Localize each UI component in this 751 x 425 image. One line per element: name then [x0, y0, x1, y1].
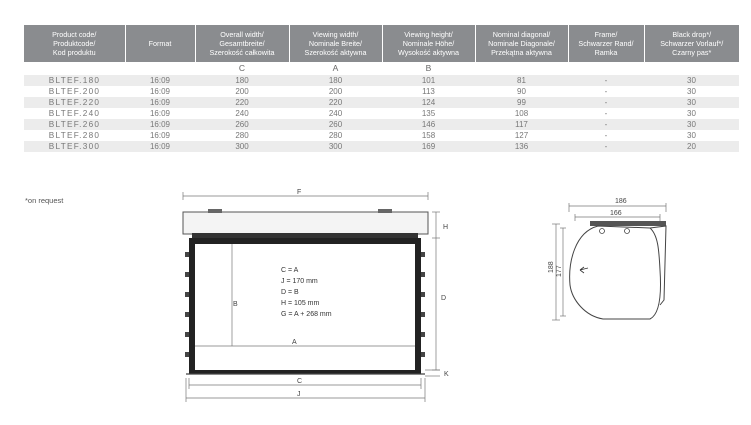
cell: 135 [382, 108, 475, 119]
formula-j: J = 170 mm [281, 278, 318, 285]
dim-label-j: J [297, 391, 301, 398]
cell: 101 [382, 75, 475, 86]
cell: BLTEF.180 [24, 75, 125, 86]
formula-d: D = B [281, 289, 299, 296]
cell: 220 [195, 97, 289, 108]
cell: 117 [475, 119, 568, 130]
cell: - [568, 119, 644, 130]
dim-label-d: D [441, 295, 447, 302]
dim-label-h: H [443, 224, 449, 231]
col-header-format: Format [125, 25, 195, 62]
cell: 220 [289, 97, 382, 108]
cell: 81 [475, 75, 568, 86]
cell: 30 [644, 86, 739, 97]
cell: 200 [195, 86, 289, 97]
cell: 260 [195, 119, 289, 130]
cell: 16:09 [125, 130, 195, 141]
cell: - [568, 97, 644, 108]
cell: 16:09 [125, 86, 195, 97]
dim-label-k: K [444, 371, 449, 378]
cell: 158 [382, 130, 475, 141]
col-header-product-code: Product code/ Produktcode/ Kod produktu [24, 25, 125, 62]
cell: 136 [475, 141, 568, 152]
cell: 180 [289, 75, 382, 86]
dim-label-b: B [233, 301, 238, 308]
col-header-frame: Frame/ Schwarzer Rand/ Ramka [568, 25, 644, 62]
cell: 108 [475, 108, 568, 119]
cell: 300 [195, 141, 289, 152]
col-header-overall-width: Overall width/ Gesamtbreite/ Szerokość całkowita [195, 25, 289, 62]
dim-label-a: A [292, 339, 297, 346]
profile-shape [570, 221, 666, 319]
on-request-note: *on request [25, 196, 64, 205]
cell: BLTEF.220 [24, 97, 125, 108]
dim-label-c: C [297, 378, 303, 385]
cell: BLTEF.260 [24, 119, 125, 130]
cell: - [568, 86, 644, 97]
cell: 260 [289, 119, 382, 130]
cell: 30 [644, 130, 739, 141]
cell: 16:09 [125, 75, 195, 86]
col-header-viewing-width: Viewing width/ Nominale Breite/ Szerokość aktywna [289, 25, 382, 62]
cell: - [568, 130, 644, 141]
cell: - [568, 75, 644, 86]
cell: 240 [289, 108, 382, 119]
cell: 280 [195, 130, 289, 141]
cell: BLTEF.300 [24, 141, 125, 152]
cell: BLTEF.200 [24, 86, 125, 97]
cell: 240 [195, 108, 289, 119]
cell: BLTEF.240 [24, 108, 125, 119]
formula-h: H = 105 mm [281, 300, 320, 307]
dim-186: 186 [615, 198, 627, 205]
col-header-nominal-diagonal: Nominal diagonal/ Nominale Diagonale/ Przekątna aktywna [475, 25, 568, 62]
cell: 124 [382, 97, 475, 108]
col-header-viewing-height: Viewing height/ Nominale Höhe/ Wysokość aktywna [382, 25, 475, 62]
cell: 146 [382, 119, 475, 130]
dim-166: 166 [610, 210, 622, 217]
cell: 16:09 [125, 119, 195, 130]
cell: 169 [382, 141, 475, 152]
col-header-black-drop: Black drop*/ Schwarzer Vorlauf*/ Czarny pas* [644, 25, 739, 62]
letter-cell: C [195, 62, 289, 75]
cell: 180 [195, 75, 289, 86]
cell: BLTEF.280 [24, 130, 125, 141]
dim-label-f: F [297, 189, 302, 196]
cell: 90 [475, 86, 568, 97]
cell: 30 [644, 119, 739, 130]
formula-g: G = A + 268 mm [281, 311, 332, 318]
formula-c: C = A [281, 267, 299, 274]
cell: - [568, 108, 644, 119]
cell: 16:09 [125, 97, 195, 108]
cell: 30 [644, 97, 739, 108]
cell: 127 [475, 130, 568, 141]
cell: 99 [475, 97, 568, 108]
cell: 200 [289, 86, 382, 97]
cell: 280 [289, 130, 382, 141]
cell: 30 [644, 75, 739, 86]
cell: 300 [289, 141, 382, 152]
cell: 16:09 [125, 108, 195, 119]
letter-cell: A [289, 62, 382, 75]
cell: 30 [644, 108, 739, 119]
cell: - [568, 141, 644, 152]
letter-cell: B [382, 62, 475, 75]
cell: 16:09 [125, 141, 195, 152]
cell: 113 [382, 86, 475, 97]
dim-188: 188 [548, 261, 555, 273]
cell: 20 [644, 141, 739, 152]
dim-177: 177 [556, 265, 563, 277]
